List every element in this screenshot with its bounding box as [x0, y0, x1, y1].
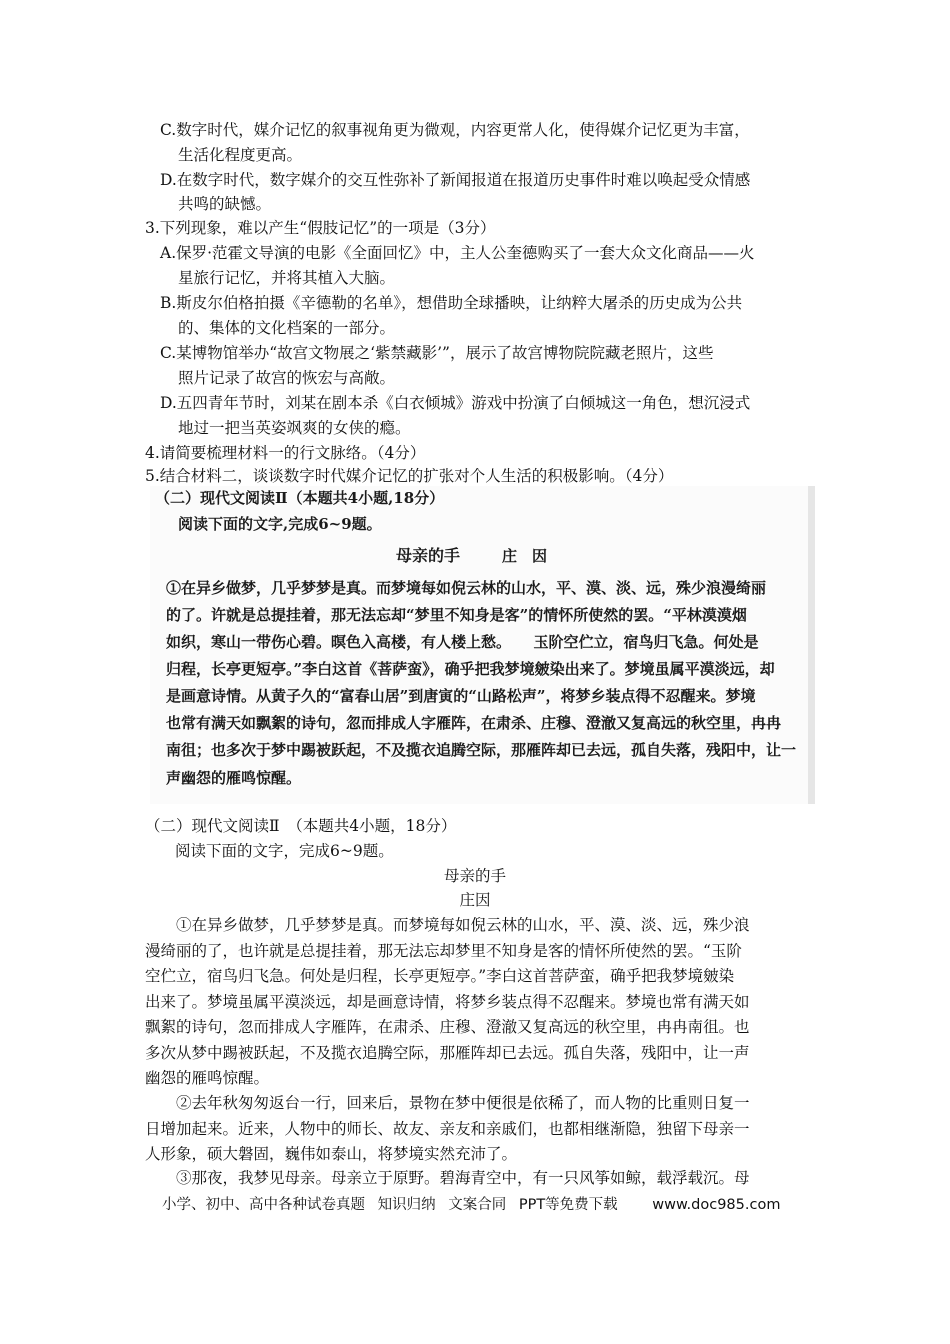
q2-option-d-line1: D.在数字时代，数字媒介的交互性弥补了新闻报道在报道历史事件时难以唤起受众情感 — [160, 171, 751, 189]
scanned-excerpt — [150, 486, 815, 804]
paragraph-3-line: ③那夜，我梦见母亲。母亲立于原野。碧海青空中，有一只风筝如鲸，载浮载沉。母 — [145, 1169, 750, 1187]
paragraph-1-line: 多次从梦中踢被跃起，不及揽衣追腾空际，那雁阵却已去远。孤自失落，残阳中，让一声 — [145, 1044, 750, 1062]
q2-option-c-line1: C.数字时代，媒介记忆的叙事视角更为微观，内容更常人化，使得媒介记忆更为丰富， — [160, 121, 750, 139]
article-author: 庄因 — [459, 891, 491, 909]
paragraph-2-line: ②去年秋匆匆返台一行，回来后，景物在梦中便很是依稀了，而人物的比重则日复一 — [145, 1094, 750, 1112]
q3-option-c-line2: 照片记录了故宫的恢宏与高敞。 — [178, 369, 396, 387]
q3-option-b-line2: 的、集体的文化档案的一部分。 — [178, 319, 396, 337]
paragraph-1-line: 幽怨的雁鸣惊醒。 — [145, 1069, 270, 1087]
paragraph-1-line: 空伫立，宿鸟归飞急。何处是归程，长亭更短亭。”李白这首菩萨蛮，确乎把我梦境皴染 — [145, 967, 735, 985]
scan-instruction: 阅读下面的文字,完成6~9题。 — [178, 515, 382, 533]
paragraph-1-line: ①在异乡做梦，几乎梦梦是真。而梦境每如倪云林的山水，平、漠、淡、远，殊少浪 — [145, 916, 750, 934]
scan-text-line: 也常有满天如飘絮的诗句，忽而排成人字雁阵，在肃杀、庄穆、澄澈又复高远的秋空里，冉冉 — [166, 714, 782, 732]
scan-text-line: 是画意诗情。从黄子久的“富春山居”到唐寅的“山路松声”，将梦乡装点得不忍醒来。梦境 — [166, 687, 756, 705]
paragraph-1-line: 漫绮丽的了，也许就是总提挂着，那无法忘却梦里不知身是客的情怀所使然的罢。“玉阶 — [145, 942, 742, 960]
q3-option-a-line1: A.保罗·范霍文导演的电影《全面回忆》中，主人公奎德购买了一套大众文化商品——火 — [160, 244, 755, 262]
scan-text-line: 如织，寒山一带伤心碧。暝色入高楼，有人楼上愁。 玉阶空伫立，宿鸟归飞急。何处是 — [166, 633, 759, 651]
paragraph-1-line: 飘絮的诗句，忽而排成人字雁阵，在肃杀、庄穆、澄澈又复高远的秋空里，冉冉南徂。也 — [145, 1018, 750, 1036]
q4-stem: 4.请简要梳理材料一的行文脉络。（4分） — [145, 444, 426, 462]
scan-text-line: ①在异乡做梦，几乎梦梦是真。而梦境每如倪云林的山水，平、漠、淡、远，殊少浪漫绮丽 — [166, 579, 767, 597]
q3-stem: 3.下列现象，难以产生“假肢记忆”的一项是（3分） — [145, 219, 496, 237]
paragraph-1-line: 出来了。梦境虽属平漠淡远，却是画意诗情，将梦乡装点得不忍醒来。梦境也常有满天如 — [145, 993, 750, 1011]
scan-text-line: 的了。许就是总提挂着，那无法忘却“梦里不知身是客”的情怀所使然的罢。“平林漠漠烟 — [166, 606, 747, 624]
footer-item: 小学、初中、高中各种试卷真题 — [162, 1197, 365, 1213]
page-footer — [162, 1193, 788, 1214]
article-title: 母亲的手 — [443, 867, 506, 885]
paragraph-2-line: 人形象，硕大磐固，巍伟如泰山，将梦境实然充沛了。 — [145, 1145, 518, 1163]
footer-url: www.doc985.com — [652, 1197, 781, 1213]
scan-author: 庄 因 — [502, 547, 548, 565]
q3-option-c-line1: C.某博物馆举办“故宫文物展之‘紫禁藏影’”，展示了故宫博物院院藏老照片，这些 — [160, 344, 714, 362]
footer-item: 知识归纳 — [377, 1197, 436, 1213]
paragraph-2-line: 日增加起来。近来，人物中的师长、故友、亲友和亲戚们，也都相继渐隐，独留下母亲一 — [145, 1120, 750, 1138]
q3-option-b-line1: B.斯皮尔伯格拍摄《辛德勒的名单》，想借助全球播映，让纳粹大屠杀的历史成为公共 — [160, 294, 743, 312]
q3-option-a-line2: 星旅行记忆，并将其植入大脑。 — [178, 269, 396, 287]
footer-item: PPT等免费下载 — [518, 1197, 618, 1213]
footer-item: 文案合同 — [448, 1197, 507, 1213]
scan-text-line: 南徂；也多次于梦中踢被跃起，不及揽衣追腾空际，那雁阵却已去远，孤自失落，残阳中，让一 — [166, 741, 797, 759]
section-header: （二）现代文阅读Ⅱ （本题共4小题，18分） — [145, 817, 457, 835]
scan-section-header: （二）现代文阅读Ⅱ（本题共4小题,18分） — [155, 489, 445, 507]
q5-stem: 5.结合材料二，谈谈数字时代媒介记忆的扩张对个人生活的积极影响。（4分） — [145, 467, 674, 485]
q2-option-d-line2: 共鸣的缺憾。 — [178, 195, 272, 213]
scan-title: 母亲的手 — [396, 546, 461, 565]
scan-text-line: 声幽怨的雁鸣惊醒。 — [166, 769, 302, 787]
q3-option-d-line1: D.五四青年节时，刘某在剧本杀《白衣倾城》游戏中扮演了白倾城这一角色，想沉浸式 — [160, 394, 751, 412]
q2-option-c-line2: 生活化程度更高。 — [178, 146, 303, 164]
section-instruction: 阅读下面的文字，完成6~9题。 — [175, 842, 394, 860]
q3-option-d-line2: 地过一把当英姿飒爽的女侠的瘾。 — [178, 419, 411, 437]
scan-text-line: 归程，长亭更短亭。”李白这首《菩萨蛮》，确乎把我梦境皴染出来了。梦境虽属平漠淡远，却 — [166, 660, 775, 678]
